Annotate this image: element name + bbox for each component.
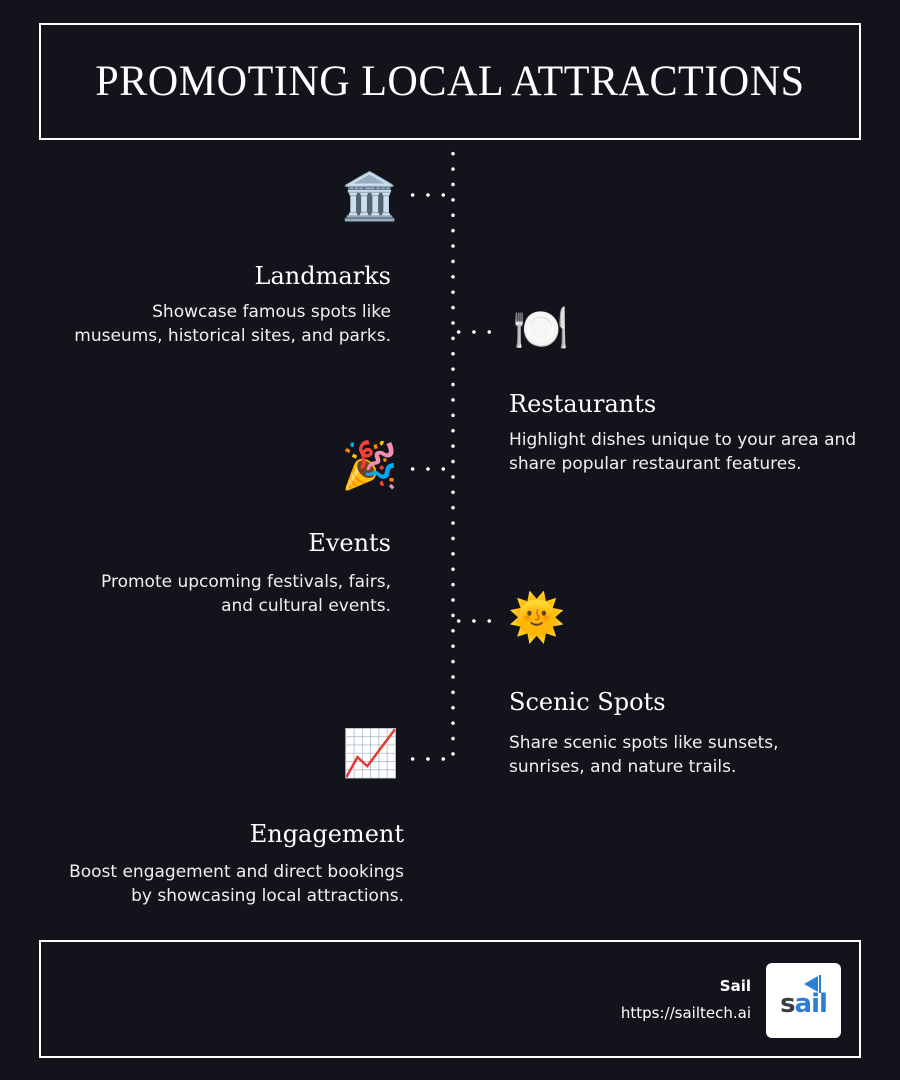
item-title: Scenic Spots <box>509 688 666 716</box>
item-description: Boost engagement and direct bookings by showcasing local attractions. <box>69 862 404 906</box>
sun-with-face-icon: 🌞 <box>508 590 566 644</box>
brand-url-link[interactable]: https://sailtech.ai <box>620 1004 751 1022</box>
timeline-connector <box>405 467 453 471</box>
timeline-dotted-line <box>451 146 455 762</box>
timeline-connector <box>451 619 499 623</box>
timeline-connector <box>451 330 499 334</box>
logo-wordmark: sail <box>780 989 827 1019</box>
page-title: PROMOTING LOCAL ATTRACTIONS <box>95 58 805 105</box>
footer-banner <box>39 940 861 1058</box>
fork-knife-plate-icon: 🍽️ <box>512 301 570 355</box>
timeline-connector <box>405 193 453 197</box>
item-title: Restaurants <box>509 390 657 418</box>
item-description: Promote upcoming festivals, fairs, and cultural events. <box>101 572 391 616</box>
classical-building-icon: 🏛️ <box>341 169 399 223</box>
item-description: Share scenic spots like sunsets, sunrises, and nature trails. <box>509 733 779 777</box>
item-title: Landmarks <box>254 262 391 290</box>
item-title: Engagement <box>249 820 404 848</box>
sail-logo <box>766 963 841 1038</box>
party-popper-icon: 🎉 <box>341 438 399 492</box>
item-title: Events <box>308 529 391 557</box>
chart-increasing-icon: 📈 <box>342 726 400 780</box>
item-description: Showcase famous spots like museums, historical sites, and parks. <box>74 302 391 346</box>
item-description: Highlight dishes unique to your area and share popular restaurant features. <box>509 430 857 474</box>
timeline-connector <box>405 757 453 761</box>
brand-name: Sail <box>719 977 751 995</box>
title-banner <box>39 23 861 140</box>
